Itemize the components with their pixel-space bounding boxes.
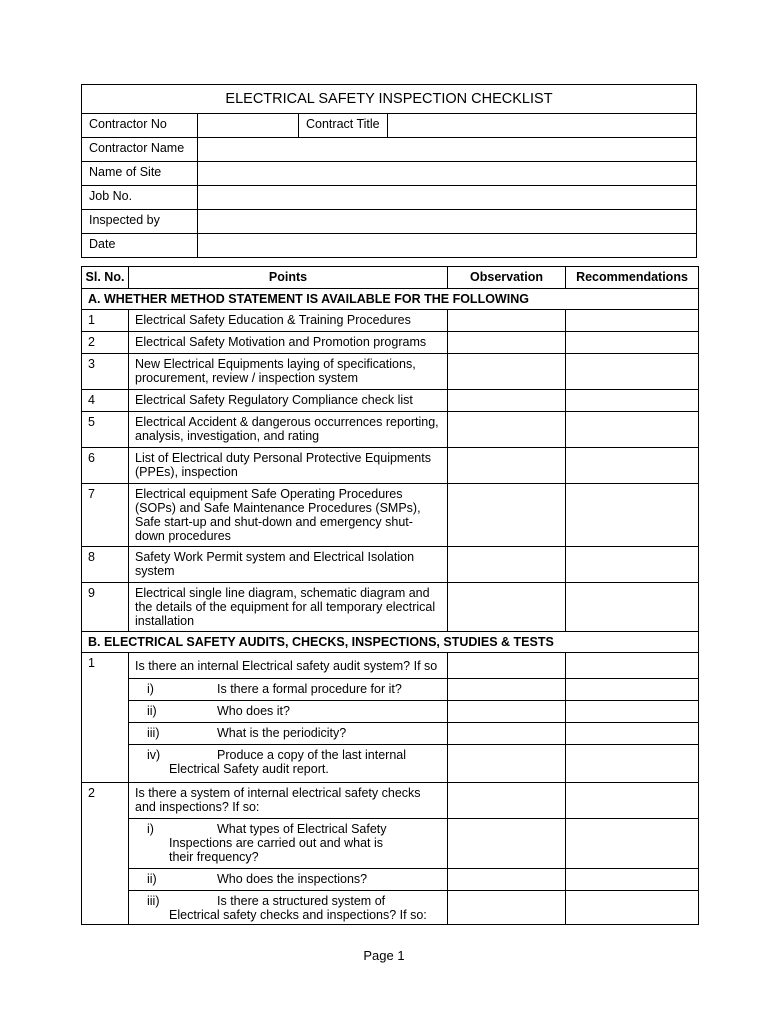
header-form: [81, 84, 697, 258]
observation-cell[interactable]: [448, 310, 566, 332]
recommendation-cell[interactable]: [566, 723, 699, 745]
recommendation-cell[interactable]: [566, 332, 699, 354]
contractor-name-label: Contractor Name: [82, 138, 198, 162]
sub-point: [129, 679, 448, 701]
sub-point: [129, 891, 448, 925]
recommendation-cell[interactable]: [566, 869, 699, 891]
observation-cell[interactable]: [448, 891, 566, 925]
table-row: [82, 332, 699, 354]
roman-numeral: i): [147, 822, 154, 836]
sub-point: [129, 869, 448, 891]
observation-cell[interactable]: [448, 484, 566, 547]
row-point: Is there a system of internal electrical safety checks and inspections? If so:: [129, 783, 448, 819]
observation-cell[interactable]: [448, 448, 566, 484]
col-sl-no: Sl. No.: [82, 267, 129, 289]
observation-cell[interactable]: [448, 547, 566, 583]
row-number: 7: [82, 484, 129, 547]
row-point: Is there an internal Electrical safety audit system? If so: [129, 653, 448, 679]
table-row: [82, 412, 699, 448]
contract-title-label: Contract Title: [299, 114, 388, 138]
row-number: 8: [82, 547, 129, 583]
recommendation-cell[interactable]: [566, 679, 699, 701]
row-number: 5: [82, 412, 129, 448]
recommendation-cell[interactable]: [566, 653, 699, 679]
page-title: ELECTRICAL SAFETY INSPECTION CHECKLIST: [82, 85, 697, 114]
row-number: 6: [82, 448, 129, 484]
table-row: [82, 819, 699, 869]
table-row: [82, 679, 699, 701]
table-row: [82, 448, 699, 484]
recommendation-cell[interactable]: [566, 547, 699, 583]
table-row: [82, 723, 699, 745]
roman-numeral: iii): [147, 726, 160, 740]
table-row: [82, 783, 699, 819]
observation-cell[interactable]: [448, 390, 566, 412]
recommendation-cell[interactable]: [566, 412, 699, 448]
table-row: [82, 484, 699, 547]
sub-point-text: Produce a copy of the last internal: [217, 748, 407, 762]
observation-cell[interactable]: [448, 354, 566, 390]
observation-cell[interactable]: [448, 653, 566, 679]
sub-point-continuation: Inspections are carried out and what is their frequency?: [169, 836, 384, 864]
contractor-no-field[interactable]: [198, 114, 299, 138]
recommendation-cell[interactable]: [566, 448, 699, 484]
recommendation-cell[interactable]: [566, 745, 699, 783]
recommendation-cell[interactable]: [566, 484, 699, 547]
recommendation-cell[interactable]: [566, 390, 699, 412]
job-no-label: Job No.: [82, 186, 198, 210]
row-point: Electrical equipment Safe Operating Procedures (SOPs) and Safe Maintenance Procedures (SMPs), Safe start-up and shut-down and emergency shut-down procedures: [129, 484, 448, 547]
site-name-field[interactable]: [198, 162, 697, 186]
col-observation: Observation: [448, 267, 566, 289]
sub-point-text: Is there a structured system of: [217, 894, 386, 908]
row-number: 1: [82, 653, 129, 679]
row-point: Electrical Safety Education & Training Procedures: [129, 310, 448, 332]
col-points: Points: [129, 267, 448, 289]
table-row: [82, 583, 699, 632]
recommendation-cell[interactable]: [566, 783, 699, 819]
sub-point: [129, 701, 448, 723]
row-point: Safety Work Permit system and Electrical Isolation system: [129, 547, 448, 583]
table-row: [82, 745, 699, 783]
row-number: 3: [82, 354, 129, 390]
observation-cell[interactable]: [448, 783, 566, 819]
date-field[interactable]: [198, 234, 697, 258]
recommendation-cell[interactable]: [566, 891, 699, 925]
sub-point-text: Who does the inspections?: [217, 872, 368, 886]
observation-cell[interactable]: [448, 332, 566, 354]
recommendation-cell[interactable]: [566, 819, 699, 869]
section-b-heading: B. ELECTRICAL SAFETY AUDITS, CHECKS, INSPECTIONS, STUDIES & TESTS: [82, 632, 699, 653]
table-row: [82, 869, 699, 891]
observation-cell[interactable]: [448, 679, 566, 701]
sub-point: [129, 819, 448, 869]
observation-cell[interactable]: [448, 701, 566, 723]
sub-point-text: Is there a formal procedure for it?: [217, 682, 402, 696]
row-point: List of Electrical duty Personal Protective Equipments (PPEs), inspection: [129, 448, 448, 484]
section-a-heading: A. WHETHER METHOD STATEMENT IS AVAILABLE FOR THE FOLLOWING: [82, 289, 699, 310]
inspected-by-label: Inspected by: [82, 210, 198, 234]
row-number: 9: [82, 583, 129, 632]
recommendation-cell[interactable]: [566, 701, 699, 723]
table-row: [82, 653, 699, 679]
contractor-no-label: Contractor No: [82, 114, 198, 138]
row-point: Electrical single line diagram, schematic diagram and the details of the equipment for all temporary electrical installation: [129, 583, 448, 632]
sub-point-continuation: Electrical safety checks and inspections? If so:: [169, 908, 427, 922]
roman-numeral: ii): [147, 872, 157, 886]
roman-numeral: iii): [147, 894, 160, 908]
table-row: [82, 390, 699, 412]
observation-cell[interactable]: [448, 583, 566, 632]
row-point: Electrical Safety Motivation and Promotion programs: [129, 332, 448, 354]
inspected-by-field[interactable]: [198, 210, 697, 234]
roman-numeral: i): [147, 682, 154, 696]
sub-point-text: What is the periodicity?: [217, 726, 347, 740]
row-point: New Electrical Equipments laying of specifications, procurement, review / inspection system: [129, 354, 448, 390]
site-name-label: Name of Site: [82, 162, 198, 186]
table-row: [82, 354, 699, 390]
table-row: [82, 891, 699, 925]
date-label: Date: [82, 234, 198, 258]
observation-cell[interactable]: [448, 869, 566, 891]
observation-cell[interactable]: [448, 819, 566, 869]
job-no-field[interactable]: [198, 186, 697, 210]
row-number: 2: [82, 783, 129, 819]
roman-numeral: iv): [147, 748, 161, 762]
contract-title-field[interactable]: [388, 114, 697, 138]
contractor-name-field[interactable]: [198, 138, 697, 162]
recommendation-cell[interactable]: [566, 310, 699, 332]
table-header-row: [82, 267, 699, 289]
observation-cell[interactable]: [448, 745, 566, 783]
row-number: 2: [82, 332, 129, 354]
col-recommendations: Recommendations: [566, 267, 699, 289]
row-point: Electrical Accident & dangerous occurrences reporting, analysis, investigation, and rating: [129, 412, 448, 448]
sub-point-text: Who does it?: [217, 704, 290, 718]
sub-point: [129, 723, 448, 745]
sub-point-text: What types of Electrical Safety: [217, 822, 387, 836]
recommendation-cell[interactable]: [566, 583, 699, 632]
observation-cell[interactable]: [448, 412, 566, 448]
recommendation-cell[interactable]: [566, 354, 699, 390]
observation-cell[interactable]: [448, 723, 566, 745]
row-number: 4: [82, 390, 129, 412]
table-row: [82, 310, 699, 332]
table-row: [82, 701, 699, 723]
sub-point-continuation: Electrical Safety audit report.: [169, 762, 329, 776]
row-point: Electrical Safety Regulatory Compliance check list: [129, 390, 448, 412]
page-number: Page 1: [363, 948, 405, 963]
row-number: 1: [82, 310, 129, 332]
table-row: [82, 547, 699, 583]
sub-point: [129, 745, 448, 783]
checklist-table: [81, 266, 699, 925]
roman-numeral: ii): [147, 704, 157, 718]
